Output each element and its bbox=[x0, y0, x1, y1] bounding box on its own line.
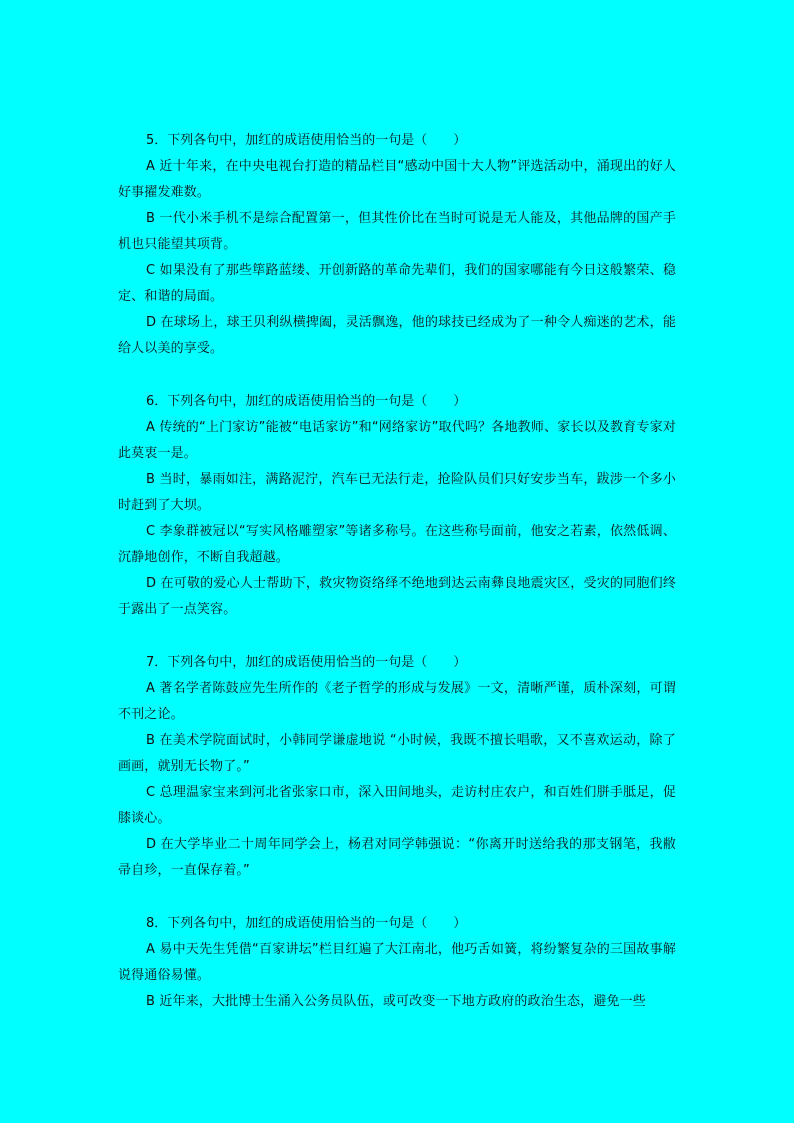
option-c: C 总理温家宝来到河北省张家口市，深入田间地头，走访村庄农户，和百姓们胼手胝足，促膝谈心。 bbox=[118, 785, 676, 826]
option-a: A 易中天先生凭借“百家讲坛”栏目红遍了大江南北，他巧舌如簧，将纷繁复杂的三国故事解说得通俗易懂。 bbox=[118, 942, 676, 983]
option-d: D 在可敬的爱心人士帮助下，救灾物资络绎不绝地到达云南彝良地震灾区，受灾的同胞们终于露出了一点笑容。 bbox=[118, 576, 676, 617]
option-b: B 一代小米手机不是综合配置第一，但其性价比在当时可说是无人能及，其他品牌的国产手机也只能望其项背。 bbox=[118, 211, 676, 252]
question-8 bbox=[118, 911, 676, 1015]
option-c: C 李象群被冠以“写实风格雕塑家”等诸多称号。在这些称号面前，他安之若素，依然低调、沉静地创作，不断自我超越。 bbox=[118, 524, 676, 565]
option-b: B 近年来，大批博士生涌入公务员队伍，或可改变一下地方政府的政治生态，避免一些 bbox=[146, 994, 646, 1009]
option-a: A 近十年来，在中央电视台打造的精品栏目“感动中国十大人物”评选活动中，涌现出的好人好事擢发难数。 bbox=[118, 159, 676, 200]
question-title: 6．下列各句中，加红的成语使用恰当的一句是（ ） bbox=[146, 394, 467, 409]
option-b: B 当时，暴雨如注，满路泥泞，汽车已无法行走，抢险队员们只好安步当车，跋涉一个多小时赶到了大坝。 bbox=[118, 472, 676, 513]
option-d: D 在球场上，球王贝利纵横捭阖，灵活飘逸，他的球技已经成为了一种令人痴迷的艺术，能给人以美的享受。 bbox=[118, 315, 676, 356]
question-title: 7．下列各句中，加红的成语使用恰当的一句是（ ） bbox=[146, 655, 467, 670]
question-title: 8．下列各句中，加红的成语使用恰当的一句是（ ） bbox=[146, 916, 467, 931]
option-a: A 著名学者陈鼓应先生所作的《老子哲学的形成与发展》一文，清晰严谨，质朴深刻，可谓不刊之论。 bbox=[118, 681, 676, 722]
document-page bbox=[118, 128, 676, 1042]
option-d: D 在大学毕业二十周年同学会上，杨君对同学韩强说：“你离开时送给我的那支钢笔，我敝帚自珍，一直保存着。” bbox=[118, 837, 676, 878]
question-7 bbox=[118, 650, 676, 884]
option-c: C 如果没有了那些筚路蓝缕、开创新路的革命先辈们，我们的国家哪能有今日这般繁荣、稳定、和谐的局面。 bbox=[118, 263, 676, 304]
question-6 bbox=[118, 389, 676, 623]
option-a: A 传统的“上门家访”能被“电话家访”和“网络家访”取代吗？各地教师、家长以及教育专家对此莫衷一是。 bbox=[118, 420, 676, 461]
option-b: B 在美术学院面试时，小韩同学谦虚地说 “小时候，我既不擅长唱歌，又不喜欢运动，除了画画，就别无长物了。” bbox=[118, 733, 676, 774]
question-title: 5．下列各句中，加红的成语使用恰当的一句是（ ） bbox=[146, 133, 467, 148]
question-5 bbox=[118, 128, 676, 362]
